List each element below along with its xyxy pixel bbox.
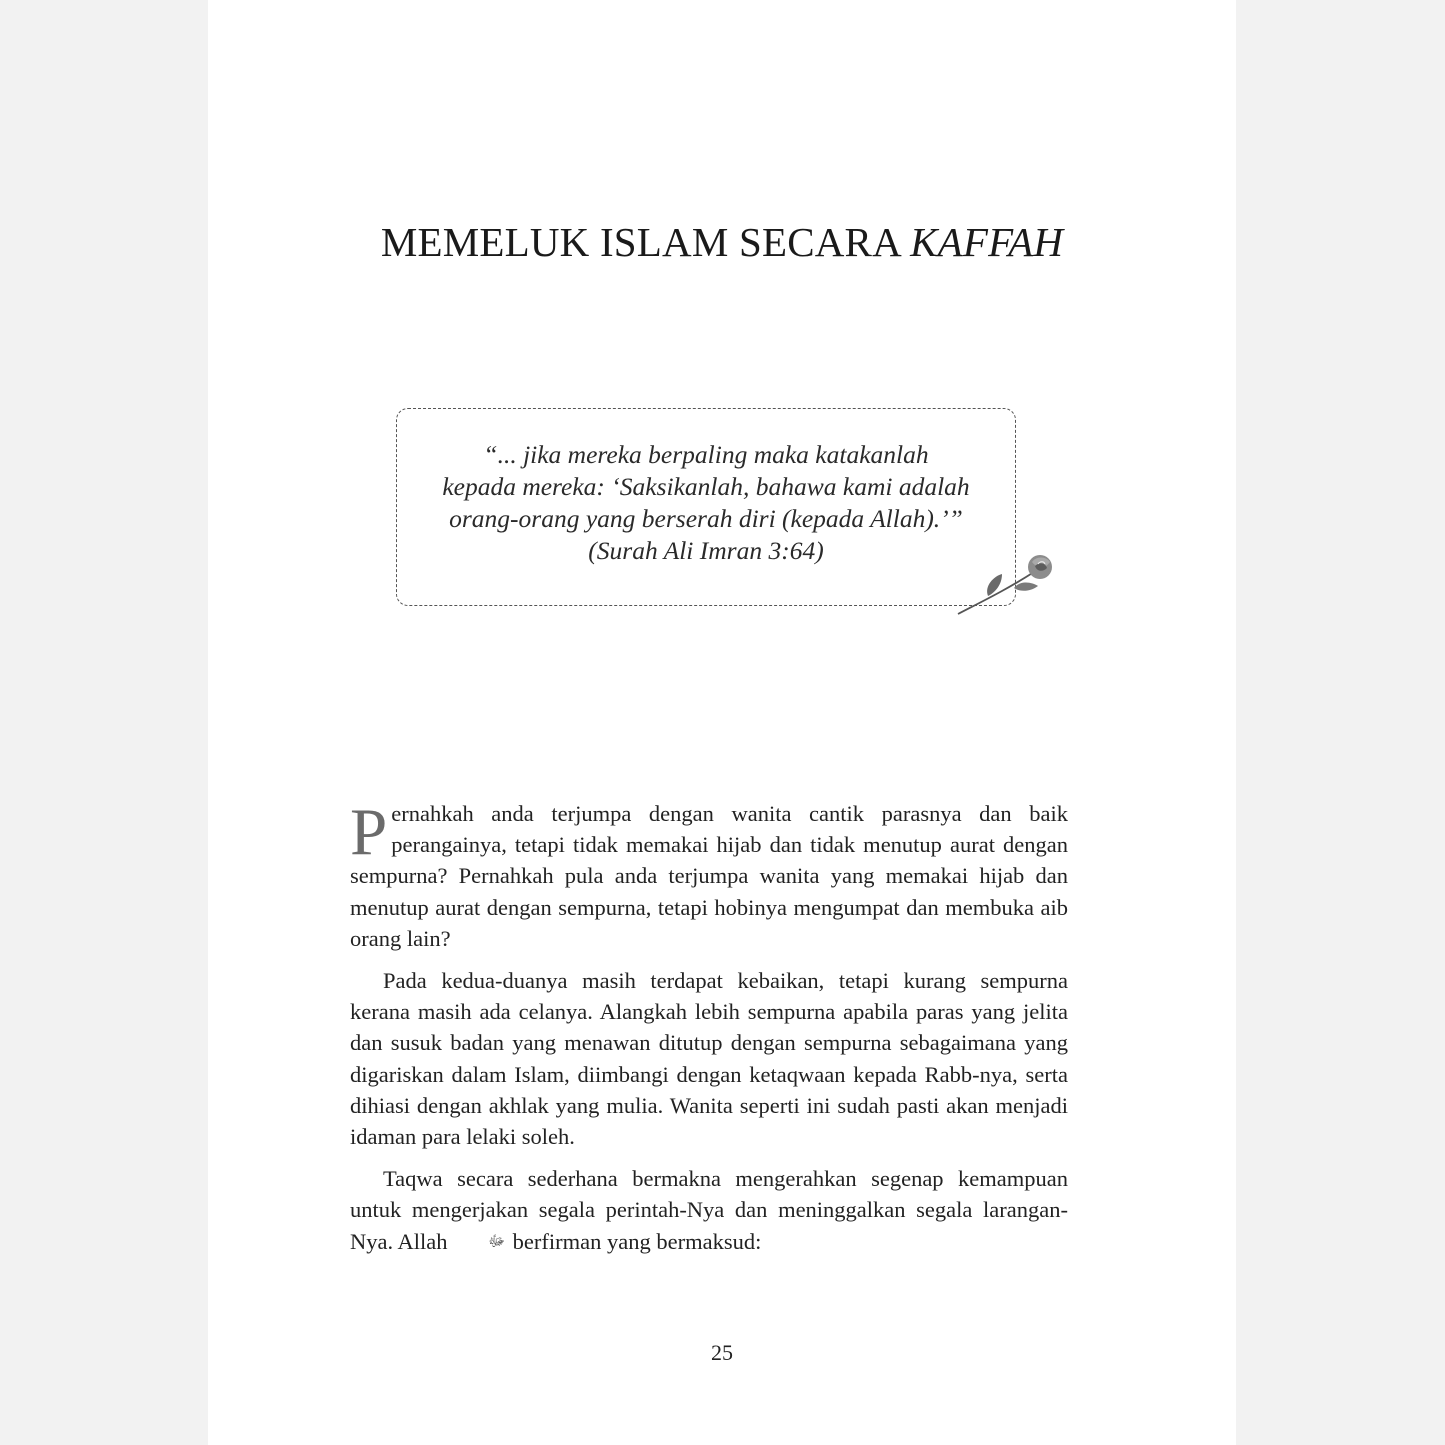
drop-cap: P — [350, 795, 388, 869]
chapter-title-italic: KAFFAH — [910, 219, 1064, 265]
paragraph-1 — [350, 795, 1068, 954]
rose-icon — [956, 550, 1056, 620]
chapter-title — [208, 218, 1236, 266]
body-text — [350, 795, 1068, 1269]
paragraph-1-text: ernahkah anda terjumpa dengan wanita cantik parasnya dan baik perangainya, tetapi tidak memakai hijab dan tidak menutup aurat dengan sempurna? Pernahkah pula anda terjumpa wanita yang memakai hijab dan menutup aurat dengan sempurna, tetapi hobinya mengumpat dan membuka aib orang lain? — [350, 801, 1068, 951]
chapter-title-main: MEMELUK ISLAM SECARA — [380, 219, 900, 265]
quote-line: “... jika mereka berpaling maka katakanlah — [483, 440, 929, 469]
paragraph-3-text-after: berfirman yang bermaksud: — [512, 1228, 762, 1254]
paragraph-3 — [350, 1163, 1068, 1258]
paragraph-3-text-before: Taqwa secara sederhana bermakna mengerahkan segenap kemampuan untuk mengerjakan segala perintah-Nya dan meninggalkan segala larangan-Nya. Allah — [350, 1166, 1068, 1254]
quote-box — [396, 408, 1016, 606]
quote-line: orang-orang yang berserah diri (kepada Allah).’” — [449, 504, 963, 533]
quran-quote — [397, 439, 1015, 567]
book-page — [208, 0, 1236, 1445]
quote-line: kepada mereka: ‘Saksikanlah, bahawa kami adalah — [442, 472, 970, 501]
paragraph-2: Pada kedua-duanya masih terdapat kebaikan, tetapi kurang sempurna kerana masih ada celanya. Alangkah lebih sempurna apabila paras yang jelita dan susuk badan yang menawan ditutup dengan sempurna sebagaimana yang digariskan dalam Islam, diimbangi dengan ketaqwaan kepada Rabb-nya, serta dihiasi dengan akhlak yang mulia. Wanita seperti ini sudah pasti akan menjadi idaman para lelaki soleh. — [350, 968, 1068, 1150]
honorific-glyph: ﷻ — [488, 1233, 506, 1250]
quote-citation: (Surah Ali Imran 3:64) — [588, 536, 824, 565]
page-number: 25 — [711, 1340, 733, 1365]
